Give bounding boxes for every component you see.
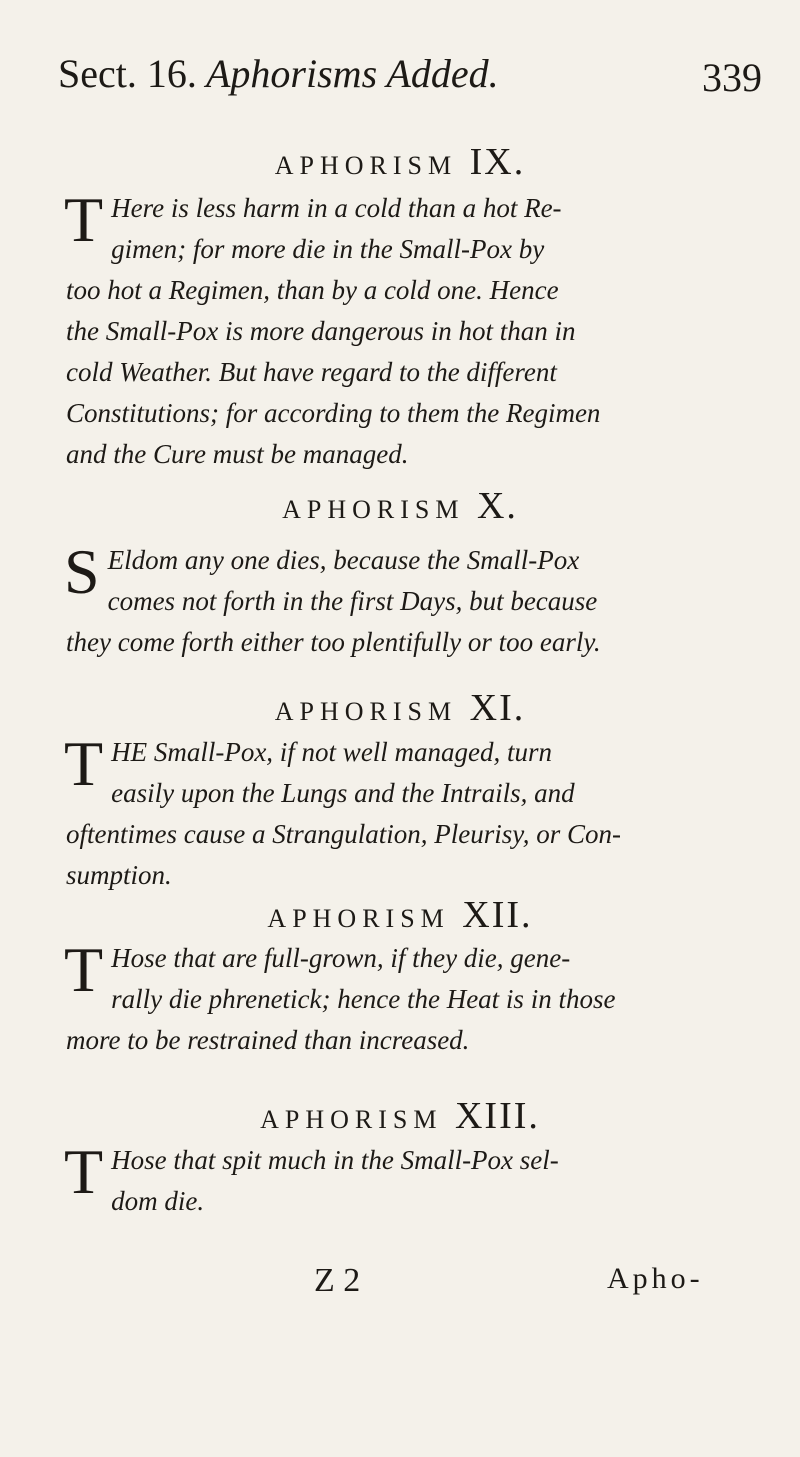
text-line: Eldom any one dies, because the Small-Pox	[107, 545, 580, 575]
text-line: sumption.	[66, 860, 172, 890]
signature-mark: Z 2	[314, 1262, 361, 1299]
text-line: easily upon the Lungs and the Intrails, and	[111, 778, 575, 808]
section-label: Sect. 16.	[58, 51, 197, 96]
text-line: comes not forth in the first Days, but because	[107, 586, 598, 616]
page-number: 339	[702, 55, 762, 100]
aphorism-heading-11	[0, 686, 800, 730]
running-title: Aphorisms Added.	[206, 51, 499, 96]
drop-cap: T	[64, 1136, 104, 1207]
aphorism-heading-word: APHORISM	[260, 1105, 443, 1134]
text-line: and the Cure must be managed.	[66, 439, 409, 469]
text-line: HE Small-Pox, if not well managed, turn	[111, 737, 553, 767]
drop-cap: T	[64, 184, 104, 255]
text-line: Here is less harm in a cold than a hot Re-	[111, 193, 562, 223]
aphorism-heading-word: APHORISM	[267, 904, 450, 933]
aphorism-text-13	[64, 1136, 756, 1222]
aphorism-heading-word: APHORISM	[282, 495, 465, 524]
text-line: Constitutions; for according to them the Regimen	[66, 398, 601, 428]
text-line: Hose that spit much in the Small-Pox sel-	[111, 1145, 559, 1175]
aphorism-text-10	[64, 536, 756, 663]
catchword: Apho-	[607, 1262, 704, 1295]
text-line: dom die.	[111, 1186, 205, 1216]
aphorism-numeral: XIII.	[454, 1095, 540, 1137]
aphorism-numeral: IX.	[469, 141, 526, 183]
aphorism-text-12	[64, 934, 756, 1061]
text-line: they come forth either too plentifully or too early.	[66, 627, 601, 657]
text-line: rally die phrenetick; hence the Heat is in those	[111, 984, 616, 1014]
aphorism-text-9	[64, 184, 756, 475]
aphorism-heading-word: APHORISM	[274, 151, 458, 180]
drop-cap: T	[64, 728, 104, 799]
text-line: too hot a Regimen, than by a cold one. Hence	[66, 275, 559, 305]
aphorism-numeral: XI.	[469, 687, 526, 729]
aphorism-heading-9	[0, 140, 800, 184]
aphorism-numeral: XII.	[462, 894, 533, 936]
aphorism-heading-word: APHORISM	[274, 697, 458, 726]
text-line: more to be restrained than increased.	[66, 1025, 470, 1055]
text-line: cold Weather. But have regard to the different	[66, 357, 557, 387]
text-line: Hose that are full-grown, if they die, gene-	[111, 943, 571, 973]
aphorism-heading-12	[0, 893, 800, 937]
aphorism-numeral: X.	[476, 485, 518, 527]
aphorism-text-11	[64, 728, 756, 896]
aphorism-heading-13	[0, 1094, 800, 1138]
text-line: gimen; for more die in the Small-Pox by	[111, 234, 545, 264]
running-head	[58, 50, 762, 110]
drop-cap: T	[64, 934, 104, 1005]
text-line: the Small-Pox is more dangerous in hot than in	[66, 316, 576, 346]
aphorism-heading-10	[0, 484, 800, 528]
drop-cap: S	[64, 536, 100, 607]
text-line: oftentimes cause a Strangulation, Pleurisy, or Con-	[66, 819, 621, 849]
